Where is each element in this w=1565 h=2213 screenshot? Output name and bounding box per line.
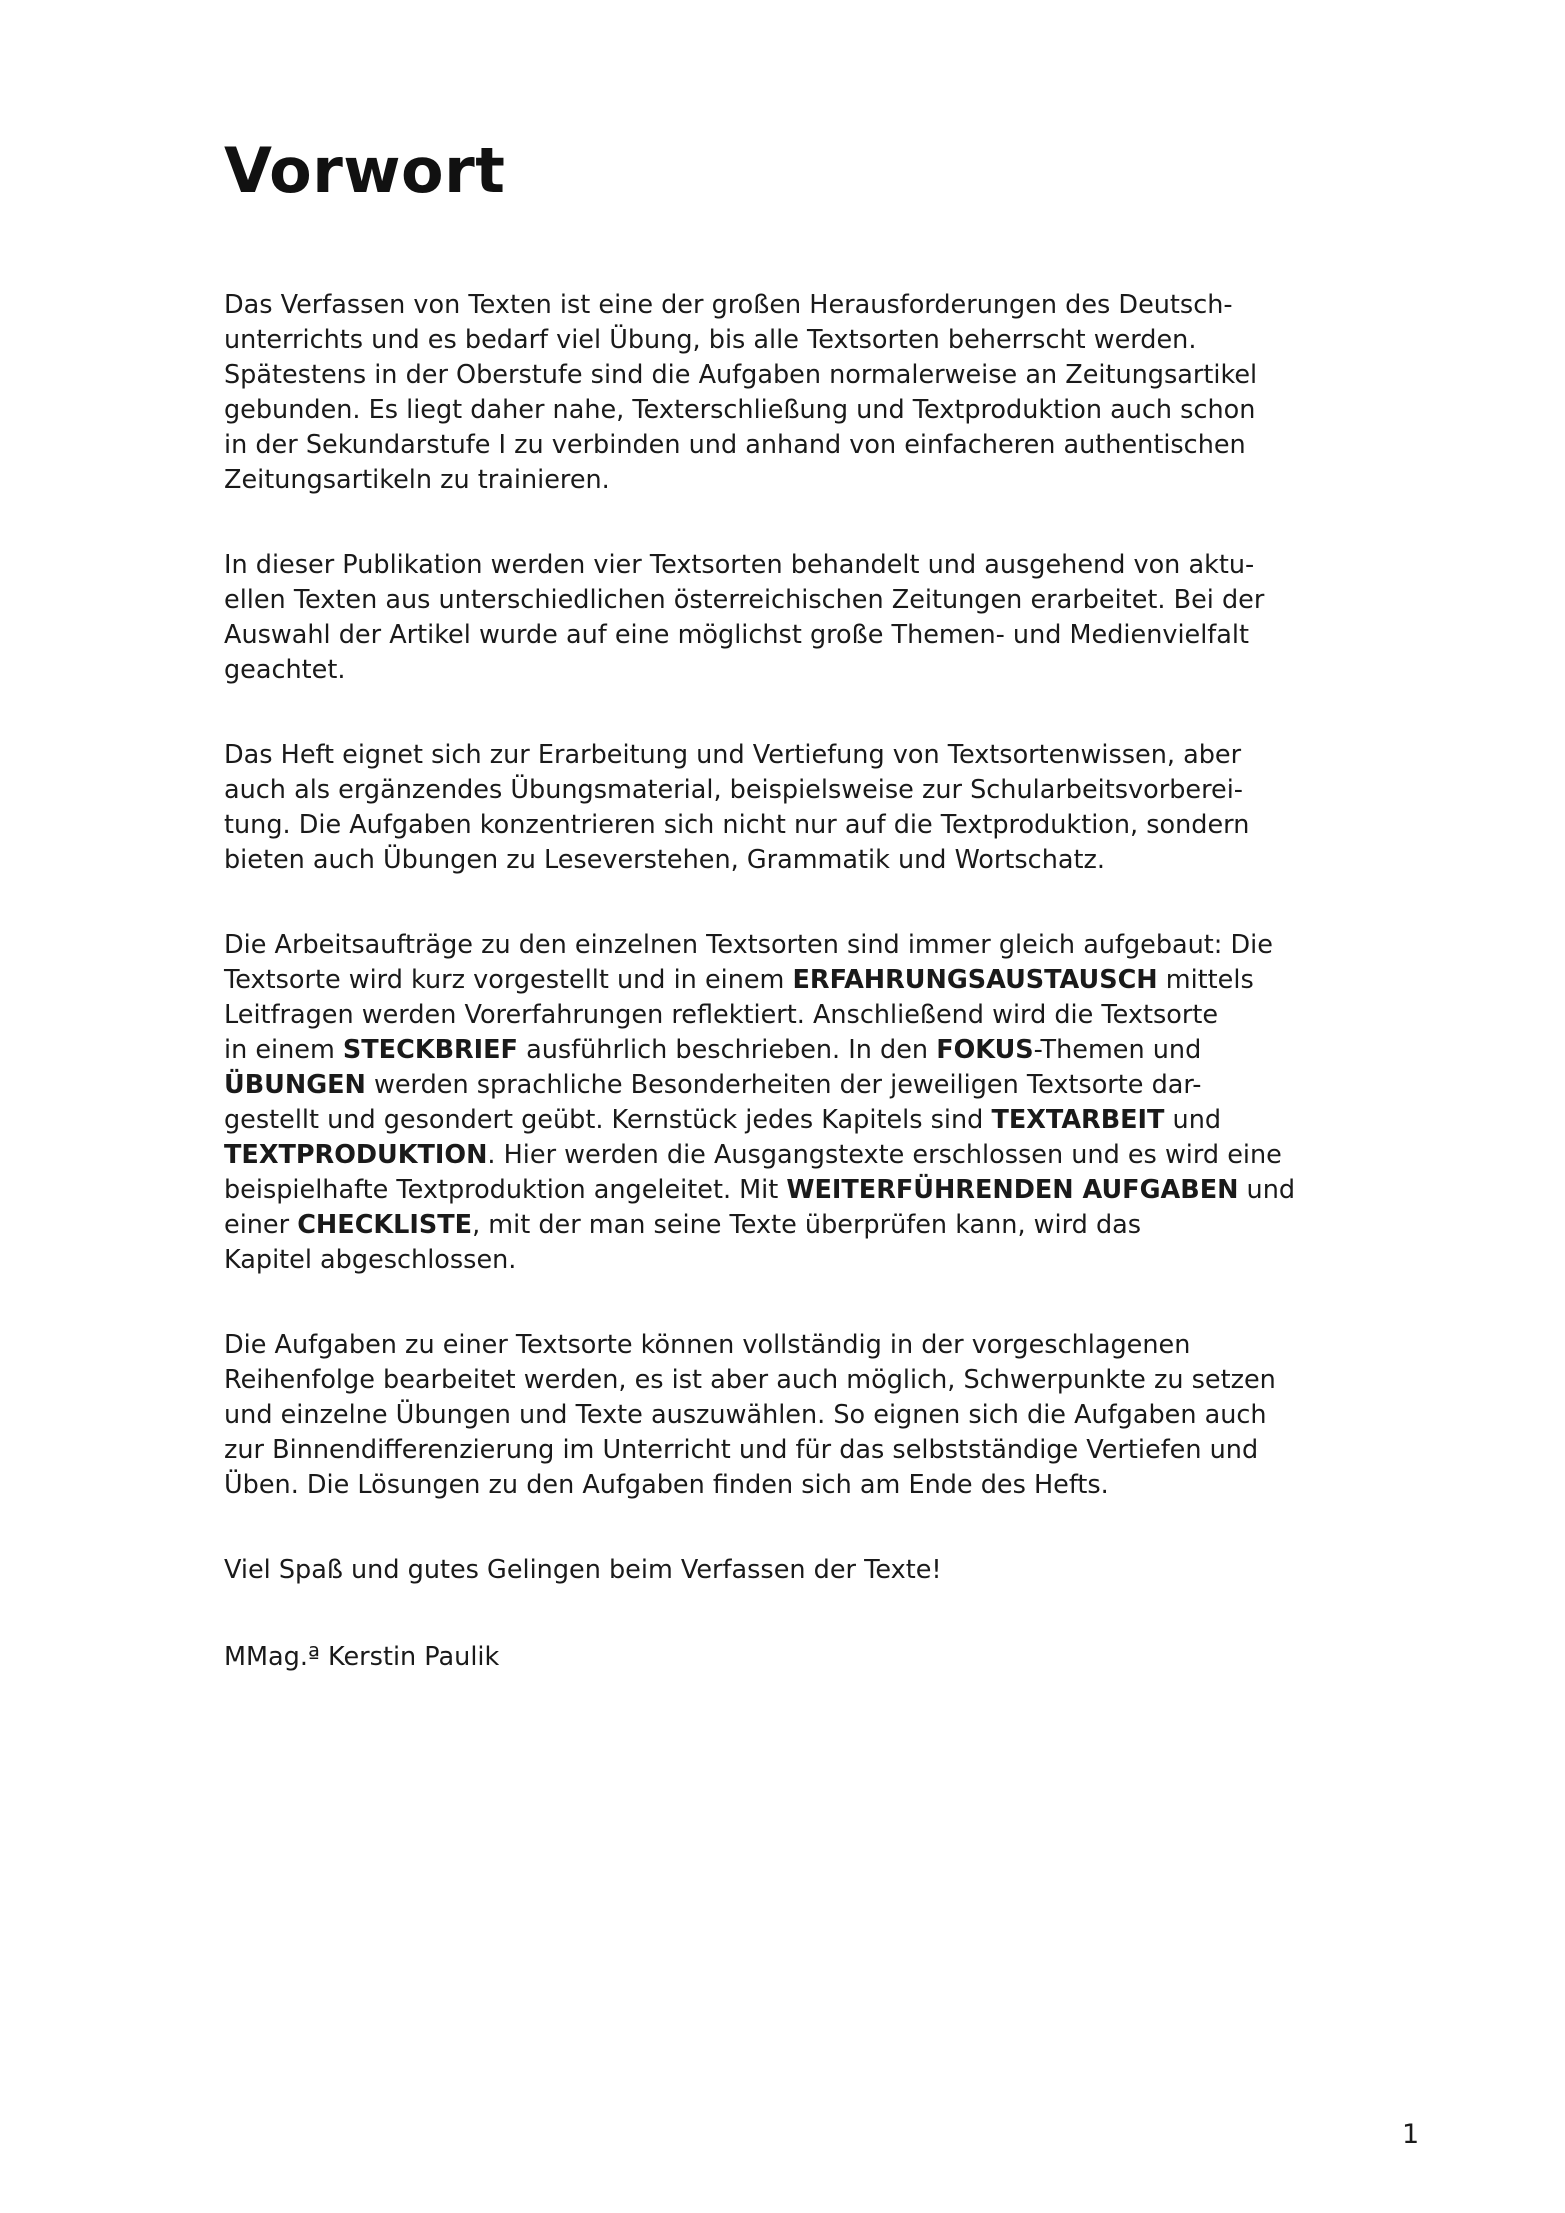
text-segment: in der Sekundarstufe I zu verbinden und anhand von einfacheren authentischen: [224, 430, 1246, 460]
text-line: [224, 653, 1334, 688]
paragraph-4: [224, 928, 1334, 1278]
text-line: [224, 1243, 1334, 1278]
text-segment: werden sprachliche Besonderheiten der jeweiligen Textsorte dar-: [365, 1070, 1202, 1100]
text-segment: In dieser Publikation werden vier Textsorten behandelt und ausgehend von aktu-: [224, 550, 1255, 580]
text-line: [224, 323, 1334, 358]
text-line: [224, 618, 1334, 653]
text-line: [224, 843, 1334, 878]
text-segment: Üben. Die Lösungen zu den Aufgaben finden sich am Ende des Hefts.: [224, 1470, 1109, 1500]
paragraph-5: [224, 1328, 1334, 1503]
text-line: [224, 1138, 1334, 1173]
text-segment: und: [1238, 1175, 1296, 1205]
text-line: [224, 548, 1334, 583]
text-segment: Spätestens in der Oberstufe sind die Aufgaben normalerweise an Zeitungsartikel: [224, 360, 1258, 390]
bold-keyword: TEXTARBEIT: [991, 1105, 1165, 1135]
paragraph-6: [224, 1553, 1334, 1588]
text-segment: Reihenfolge bearbeitet werden, es ist aber auch möglich, Schwerpunkte zu setzen: [224, 1365, 1276, 1395]
text-segment: , mit der man seine Texte überprüfen kann, wird das: [472, 1210, 1142, 1240]
text-line: [224, 1068, 1334, 1103]
body-text: [224, 288, 1334, 1675]
text-segment: gebunden. Es liegt daher nahe, Texterschließung und Textproduktion auch schon: [224, 395, 1256, 425]
text-line: [224, 583, 1334, 618]
text-segment: Kapitel abgeschlossen.: [224, 1245, 517, 1275]
text-line: [224, 1033, 1334, 1068]
text-segment: Die Arbeitsaufträge zu den einzelnen Textsorten sind immer gleich aufgebaut: Die: [224, 930, 1273, 960]
text-segment: tung. Die Aufgaben konzentrieren sich nicht nur auf die Textproduktion, sondern: [224, 810, 1250, 840]
bold-keyword: FOKUS: [936, 1035, 1034, 1065]
text-segment: -Themen und: [1033, 1035, 1202, 1065]
text-segment: auch als ergänzendes Übungsmaterial, beispielsweise zur Schularbeitsvorberei-: [224, 775, 1244, 805]
text-segment: mittels: [1157, 965, 1254, 995]
text-line: [224, 1173, 1334, 1208]
text-line: [224, 963, 1334, 998]
bold-keyword: CHECKLISTE: [297, 1210, 473, 1240]
text-segment: unterrichts und es bedarf viel Übung, bis alle Textsorten beherrscht werden.: [224, 325, 1197, 355]
page-number: 1: [1402, 2119, 1420, 2150]
text-line: [224, 288, 1334, 323]
text-segment: . Hier werden die Ausgangstexte erschlossen und es wird eine: [487, 1140, 1282, 1170]
text-line: [224, 1363, 1334, 1398]
bold-keyword: ÜBUNGEN: [224, 1070, 366, 1100]
bold-keyword: TEXTPRODUKTION: [224, 1140, 488, 1170]
text-line: [224, 738, 1334, 773]
text-line: [224, 428, 1334, 463]
text-line: [224, 358, 1334, 393]
text-segment: gestellt und gesondert geübt. Kernstück jedes Kapitels sind: [224, 1105, 992, 1135]
text-line: [224, 393, 1334, 428]
text-line: [224, 1468, 1334, 1503]
text-segment: Die Aufgaben zu einer Textsorte können vollständig in der vorgeschlagenen: [224, 1330, 1191, 1360]
text-segment: Zeitungsartikeln zu trainieren.: [224, 465, 610, 495]
text-segment: Leitfragen werden Vorerfahrungen reflektiert. Anschließend wird die Textsorte: [224, 1000, 1219, 1030]
text-line: [224, 1398, 1334, 1433]
text-segment: und: [1164, 1105, 1222, 1135]
text-segment: und einzelne Übungen und Texte auszuwählen. So eignen sich die Aufgaben auch: [224, 1400, 1267, 1430]
text-line: [224, 1433, 1334, 1468]
paragraph-list: [224, 288, 1334, 1588]
text-segment: Textsorte wird kurz vorgestellt und in einem: [224, 965, 793, 995]
author-signature: MMag.ª Kerstin Paulik: [224, 1642, 500, 1672]
text-segment: zur Binnendifferenzierung im Unterricht und für das selbstständige Vertiefen und: [224, 1435, 1259, 1465]
text-segment: beispielhafte Textproduktion angeleitet. Mit: [224, 1175, 787, 1205]
text-line: [224, 773, 1334, 808]
text-segment: geachtet.: [224, 655, 346, 685]
text-line: [224, 463, 1334, 498]
paragraph-3: [224, 738, 1334, 878]
bold-keyword: WEITERFÜHRENDEN AUFGABEN: [786, 1175, 1239, 1205]
bold-keyword: ERFAHRUNGSAUSTAUSCH: [792, 965, 1158, 995]
text-line: [224, 1103, 1334, 1138]
text-segment: Viel Spaß und gutes Gelingen beim Verfassen der Texte!: [224, 1555, 942, 1585]
text-segment: einer: [224, 1210, 298, 1240]
text-segment: bieten auch Übungen zu Leseverstehen, Grammatik und Wortschatz.: [224, 845, 1105, 875]
text-line: [224, 1553, 1334, 1588]
text-segment: ausführlich beschrieben. In den: [517, 1035, 937, 1065]
text-line: [224, 1208, 1334, 1243]
page-title: Vorwort: [224, 134, 506, 207]
text-line: [224, 998, 1334, 1033]
text-segment: Das Heft eignet sich zur Erarbeitung und Vertiefung von Textsortenwissen, aber: [224, 740, 1242, 770]
text-segment: Auswahl der Artikel wurde auf eine möglichst große Themen- und Medienvielfalt: [224, 620, 1249, 650]
bold-keyword: STECKBRIEF: [342, 1035, 518, 1065]
paragraph-1: [224, 288, 1334, 498]
text-segment: in einem: [224, 1035, 343, 1065]
text-segment: ellen Texten aus unterschiedlichen österreichischen Zeitungen erarbeitet. Bei der: [224, 585, 1265, 615]
text-line: [224, 808, 1334, 843]
paragraph-2: [224, 548, 1334, 688]
text-line: [224, 1328, 1334, 1363]
text-line: [224, 928, 1334, 963]
text-segment: Das Verfassen von Texten ist eine der großen Herausforderungen des Deutsch-: [224, 290, 1233, 320]
